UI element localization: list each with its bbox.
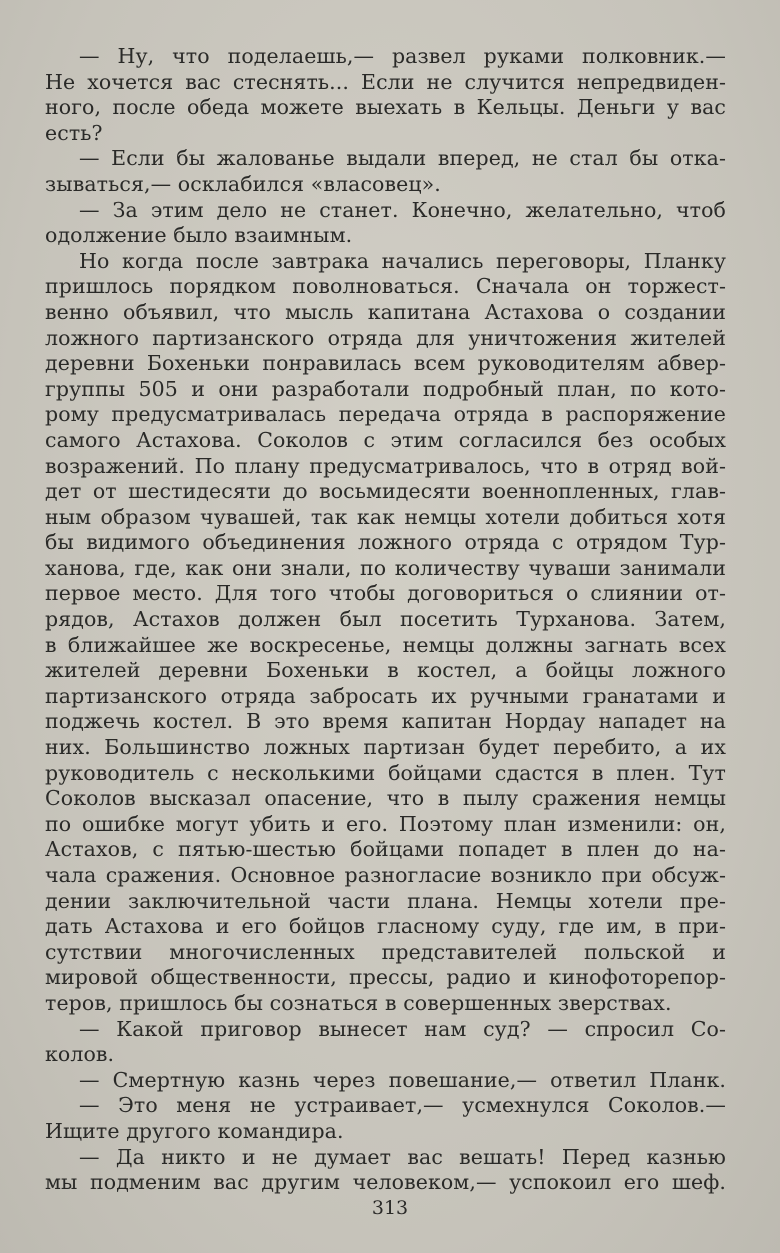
text-line: колов. bbox=[45, 1042, 115, 1067]
text-line: жителей деревни Бохеньки в костел, а бойцы ложного bbox=[45, 658, 726, 683]
text-line: руководитель с несколькими бойцами сдастся в плен. Тут bbox=[45, 760, 726, 785]
text-line: дать Астахова и его бойцов гласному суду, где им, в при- bbox=[45, 914, 726, 939]
text-line: них. Большинство ложных партизан будет перебито, а их bbox=[45, 735, 726, 760]
text-line: венно объявил, что мысль капитана Астахова о создании bbox=[45, 299, 726, 324]
text-line: рядов, Астахов должен был посетить Турханова. Затем, bbox=[45, 607, 726, 632]
text-line: партизанского отряда забросать их ручными гранатами и bbox=[45, 683, 726, 708]
text-line: теров, пришлось бы сознаться в совершенных зверствах. bbox=[45, 990, 672, 1015]
text-line: — Это меня не устраивает,— усмехнулся Соколов.— bbox=[79, 1093, 726, 1118]
text-line: Но когда после завтрака начались переговоры, Планку bbox=[79, 248, 726, 273]
text-line: ным образом чувашей, так как немцы хотели добиться хотя bbox=[45, 504, 726, 529]
text-line: зываться,— осклабился «власовец». bbox=[45, 171, 441, 196]
text-line: — Да никто и не думает вас вешать! Перед казнью bbox=[79, 1144, 726, 1169]
text-line: деревни Бохеньки понравилась всем руководителям абвер- bbox=[45, 351, 726, 376]
text-line: дет от шестидесяти до восьмидесяти военнопленных, глав- bbox=[45, 479, 726, 504]
text-line: мы подменим вас другим человеком,— успокоил его шеф. bbox=[45, 1170, 726, 1195]
text-line: самого Астахова. Соколов с этим согласился без особых bbox=[45, 427, 726, 452]
text-line: группы 505 и они разработали подробный план, по кото- bbox=[45, 376, 726, 401]
text-line: первое место. Для того чтобы договориться о слиянии от- bbox=[45, 581, 726, 606]
text-line: ного, после обеда можете выехать в Кельцы. Деньги у вас bbox=[45, 95, 726, 120]
text-line: — Какой приговор вынесет нам суд? — спросил Со- bbox=[79, 1016, 726, 1041]
text-line: пришлось порядком поволноваться. Сначала он торжест- bbox=[45, 274, 726, 299]
page-text bbox=[45, 44, 726, 1196]
text-line: ложного партизанского отряда для уничтожения жителей bbox=[45, 325, 726, 350]
page-number: 313 bbox=[371, 1197, 409, 1219]
text-line: — Если бы жалованье выдали вперед, не стал бы отка- bbox=[79, 146, 726, 171]
text-line: возражений. По плану предусматривалось, что в отряд вой- bbox=[45, 453, 726, 478]
text-line: поджечь костел. В это время капитан Нордау нападет на bbox=[45, 709, 726, 734]
text-line: есть? bbox=[45, 120, 103, 145]
text-line: Не хочется вас стеснять... Если не случится непредвиден- bbox=[45, 69, 726, 94]
text-line: Астахов, с пятью-шестью бойцами попадет в плен до на- bbox=[45, 837, 726, 862]
text-line: Ищите другого командира. bbox=[45, 1118, 344, 1143]
text-line: бы видимого объединения ложного отряда с отрядом Тур- bbox=[45, 530, 726, 555]
text-line: сутствии многочисленных представителей польской и bbox=[45, 939, 726, 964]
text-line: — За этим дело не станет. Конечно, желательно, чтоб bbox=[79, 197, 726, 222]
text-line: — Ну, что поделаешь,— развел руками полковник.— bbox=[79, 44, 726, 68]
text-line: по ошибке могут убить и его. Поэтому план изменили: он, bbox=[45, 811, 726, 836]
text-line: мировой общественности, прессы, радио и кинофоторепор- bbox=[45, 965, 726, 990]
text-line: рому предусматривалась передача отряда в распоряжение bbox=[45, 402, 726, 427]
text-line: ханова, где, как они знали, по количеству чуваши занимали bbox=[45, 555, 726, 580]
text-line: Соколов высказал опасение, что в пылу сражения немцы bbox=[45, 786, 726, 811]
text-line: одолжение было взаимным. bbox=[45, 223, 353, 248]
text-line: в ближайшее же воскресенье, немцы должны загнать всех bbox=[45, 632, 726, 657]
text-line: — Смертную казнь через повешание,— ответил Планк. bbox=[79, 1067, 726, 1092]
text-line: дении заключительной части плана. Немцы хотели пре- bbox=[45, 888, 726, 913]
text-line: чала сражения. Основное разногласие возникло при обсуж- bbox=[45, 863, 726, 887]
